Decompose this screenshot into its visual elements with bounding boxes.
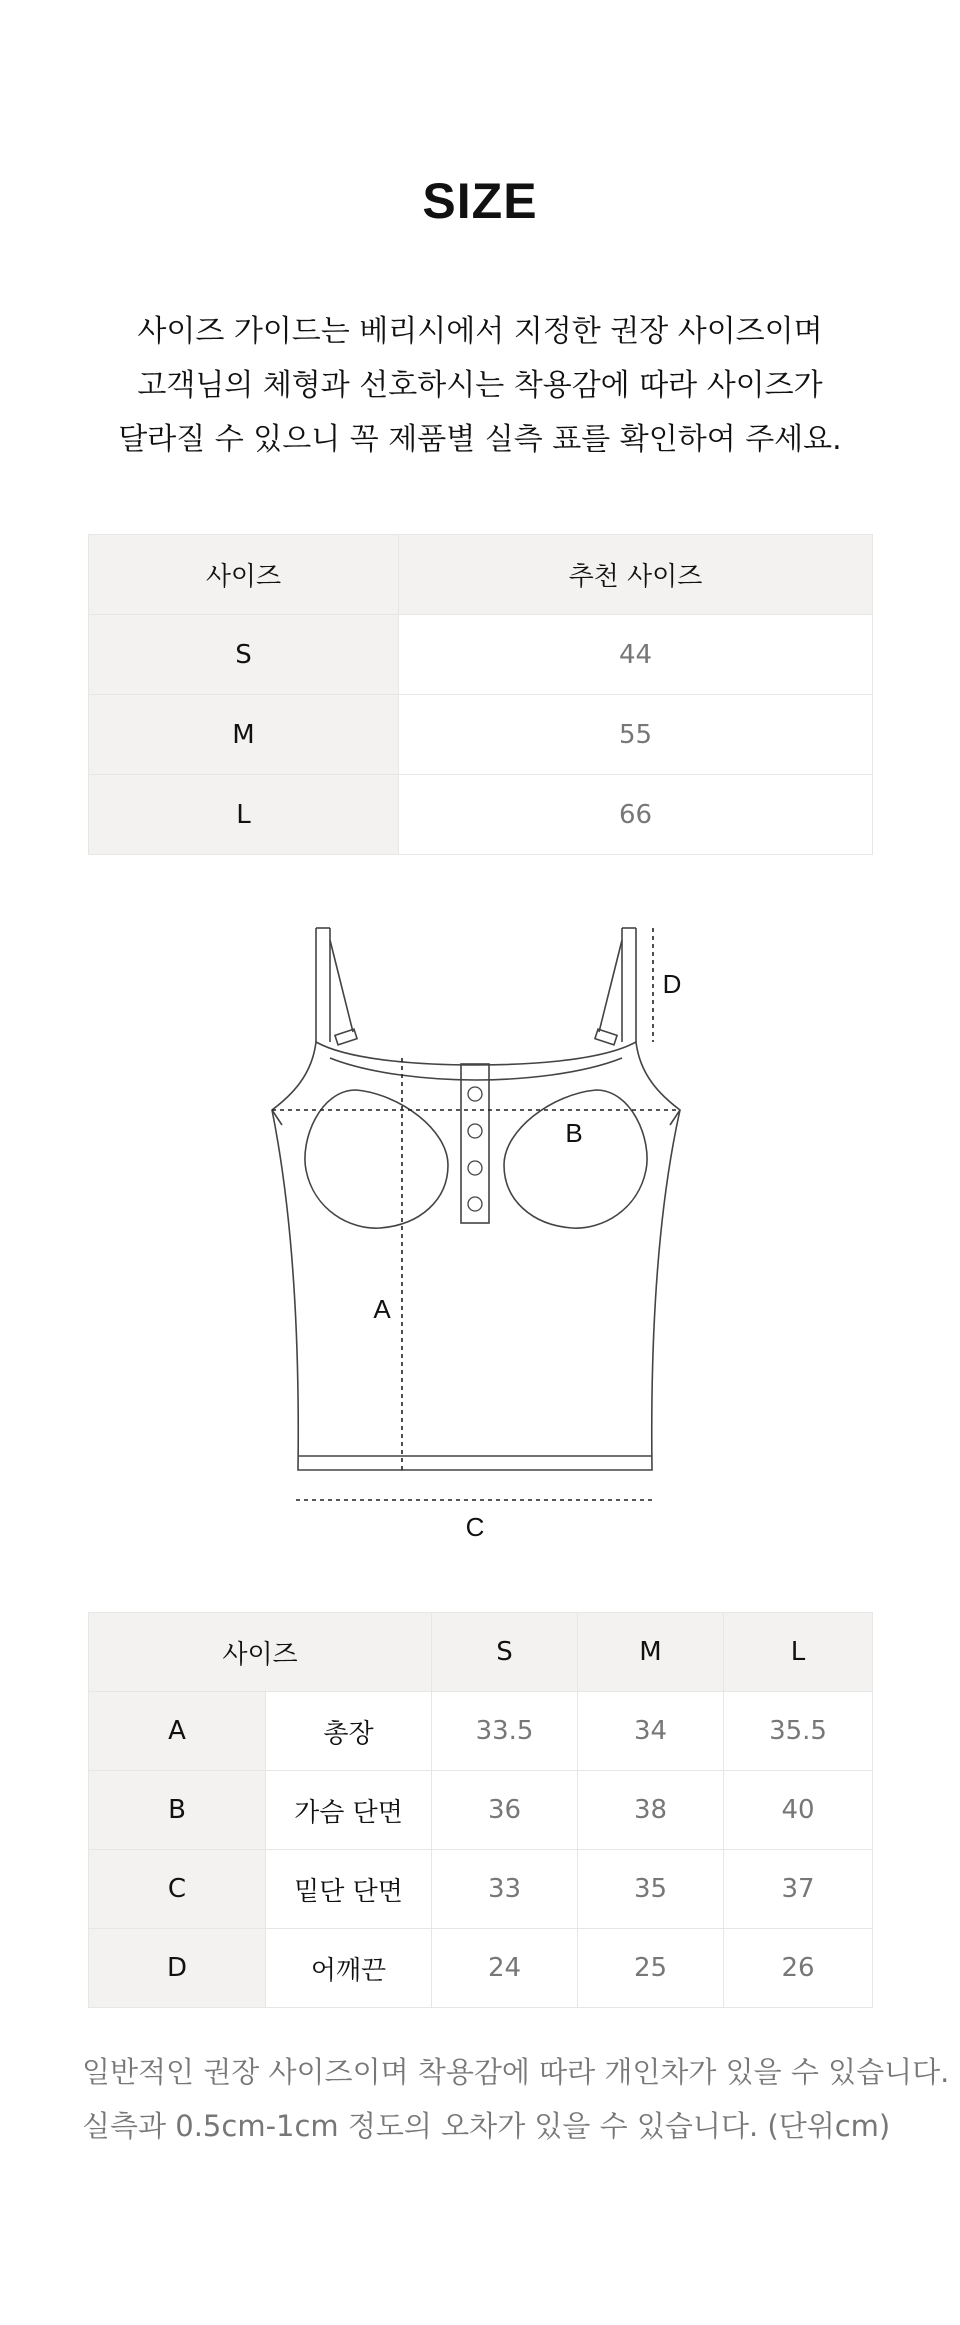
value-cell: 35.5 bbox=[724, 1692, 873, 1771]
header-size: 사이즈 bbox=[89, 1613, 432, 1692]
recommended-cell: 44 bbox=[399, 615, 873, 695]
header-m: M bbox=[578, 1613, 724, 1692]
table-header-row bbox=[89, 1613, 873, 1692]
table-row bbox=[89, 1692, 873, 1771]
value-cell: 24 bbox=[432, 1929, 578, 2008]
table-row bbox=[89, 1850, 873, 1929]
measure-name-cell: 가슴 단면 bbox=[266, 1771, 432, 1850]
code-cell: D bbox=[89, 1929, 266, 2008]
measure-name-cell: 밑단 단면 bbox=[266, 1850, 432, 1929]
note-line-2: 실측과 0.5cm-1cm 정도의 오차가 있을 수 있습니다. (단위cm) bbox=[82, 2109, 891, 2143]
table-row bbox=[89, 1771, 873, 1850]
value-cell: 35 bbox=[578, 1850, 724, 1929]
header-s: S bbox=[432, 1613, 578, 1692]
table-row bbox=[89, 1929, 873, 2008]
note-line-1: 일반적인 권장 사이즈이며 착용감에 따라 개인차가 있을 수 있습니다. bbox=[82, 2055, 950, 2089]
intro-line-3: 달라질 수 있으니 꼭 제품별 실측 표를 확인하여 주세요. bbox=[118, 422, 842, 457]
value-cell: 36 bbox=[432, 1771, 578, 1850]
garment-outline bbox=[272, 928, 680, 1470]
size-cell: L bbox=[89, 775, 399, 855]
header-recommended: 추천 사이즈 bbox=[399, 535, 873, 615]
recommended-cell: 66 bbox=[399, 775, 873, 855]
buttons bbox=[468, 1087, 482, 1211]
label-c: C bbox=[465, 1512, 485, 1542]
value-cell: 26 bbox=[724, 1929, 873, 2008]
label-b: B bbox=[565, 1118, 583, 1148]
size-cell: S bbox=[89, 615, 399, 695]
code-cell: A bbox=[89, 1692, 266, 1771]
header-l: L bbox=[724, 1613, 873, 1692]
value-cell: 34 bbox=[578, 1692, 724, 1771]
value-cell: 40 bbox=[724, 1771, 873, 1850]
recommended-cell: 55 bbox=[399, 695, 873, 775]
page-title: SIZE bbox=[422, 173, 538, 229]
value-cell: 25 bbox=[578, 1929, 724, 2008]
code-cell: B bbox=[89, 1771, 266, 1850]
value-cell: 33 bbox=[432, 1850, 578, 1929]
measurement-table bbox=[88, 1612, 873, 2008]
value-cell: 38 bbox=[578, 1771, 724, 1850]
size-notes bbox=[82, 2045, 949, 2153]
measure-name-cell: 총장 bbox=[266, 1692, 432, 1771]
value-cell: 37 bbox=[724, 1850, 873, 1929]
intro-line-1: 사이즈 가이드는 베리시에서 지정한 권장 사이즈이며 bbox=[137, 314, 823, 349]
header-size: 사이즈 bbox=[89, 535, 399, 615]
size-cell: M bbox=[89, 695, 399, 775]
measure-name-cell: 어깨끈 bbox=[266, 1929, 432, 2008]
label-d: D bbox=[662, 969, 682, 999]
code-cell: C bbox=[89, 1850, 266, 1929]
value-cell: 33.5 bbox=[432, 1692, 578, 1771]
intro-line-2: 고객님의 체형과 선호하시는 착용감에 따라 사이즈가 bbox=[137, 368, 823, 403]
label-a: A bbox=[373, 1294, 391, 1324]
